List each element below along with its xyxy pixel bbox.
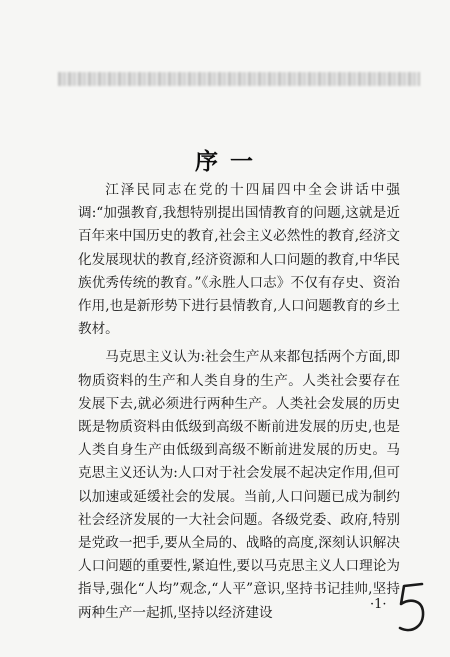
page-number: ·1·: [370, 597, 387, 612]
paragraph-1: 江泽民同志在党的十四届四中全会讲话中强调:“加强教育,我想特别提出国情教育的问题,这就是近百年来中国历史的教育,社会主义必然性的教育,经济文化发展现状的教育,经济资源和人口问题的教育,中华民族优秀传统的教育。”《永胜人口志》不仅有存史、资治作用,也是新形势下进行县情教育,人口问题教育的乡土教材。: [78, 182, 400, 338]
paragraph-2: 马克思主义认为:社会生产从来都包括两个方面,即物质资料的生产和人类自身的生产。人类社会要存在发展下去,就必须进行两种生产。人类社会发展的历史既是物质资料由低级到高级不断前进发展的历史,也是人类自身生产由低级到高级不断前进发展的历史。马克思主义还认为:人口对于社会发展不起决定作用,但可以加速或延缓社会的发展。当前,人口问题已成为制约社会经济发展的一大社会问题。各级党委、政府,特别是党政一把手,要从全局的、战略的高度,深刻认识解决人口问题的重要性,紧迫性,要以马克思主义人口理论为指导,强化“人均”观念,“人平”意识,坚持书记挂帅,坚持两种生产一起抓,坚持以经济建设: [78, 349, 400, 621]
body-text: [78, 179, 400, 625]
illegible-header-line: [58, 72, 420, 86]
page-title: 序 一: [194, 149, 255, 175]
handwritten-mark: [392, 578, 432, 640]
